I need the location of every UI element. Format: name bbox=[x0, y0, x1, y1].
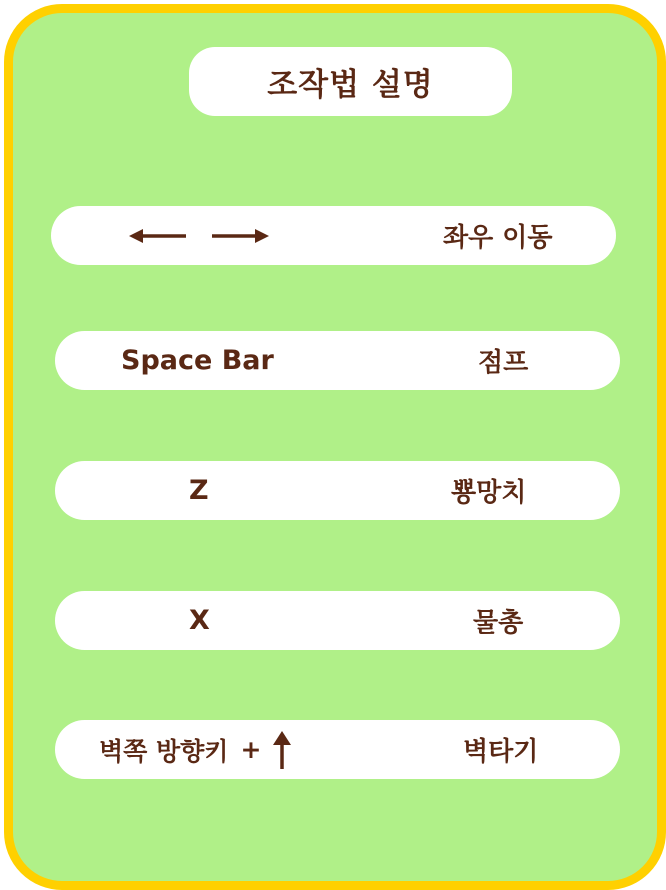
up-arrow-icon bbox=[271, 731, 293, 769]
control-row-wallclimb bbox=[55, 720, 620, 779]
plus-sign: + bbox=[240, 735, 262, 764]
controls-panel bbox=[4, 4, 666, 890]
control-row-move bbox=[51, 206, 616, 265]
control-key-x: X bbox=[189, 605, 210, 636]
control-key-space: Space Bar bbox=[121, 345, 274, 376]
control-key-z: Z bbox=[189, 475, 209, 506]
control-row-jump bbox=[55, 331, 620, 390]
control-row-hammer bbox=[55, 461, 620, 520]
control-key-wall-label: 벽쪽 방향키 bbox=[99, 736, 229, 766]
control-key-wall bbox=[99, 720, 293, 779]
control-action-watergun: 물총 bbox=[473, 608, 524, 638]
control-action-wallclimb: 벽타기 bbox=[463, 737, 539, 767]
left-arrow-icon bbox=[129, 226, 187, 246]
control-key-arrows bbox=[129, 206, 269, 265]
right-arrow-icon bbox=[211, 226, 269, 246]
control-action-hammer: 뿅망치 bbox=[451, 478, 527, 508]
page-title: 조작법 설명 bbox=[267, 67, 434, 103]
control-action-move: 좌우 이동 bbox=[443, 223, 553, 253]
title-banner bbox=[189, 47, 512, 116]
control-row-watergun bbox=[55, 591, 620, 650]
control-action-jump: 점프 bbox=[478, 348, 529, 378]
